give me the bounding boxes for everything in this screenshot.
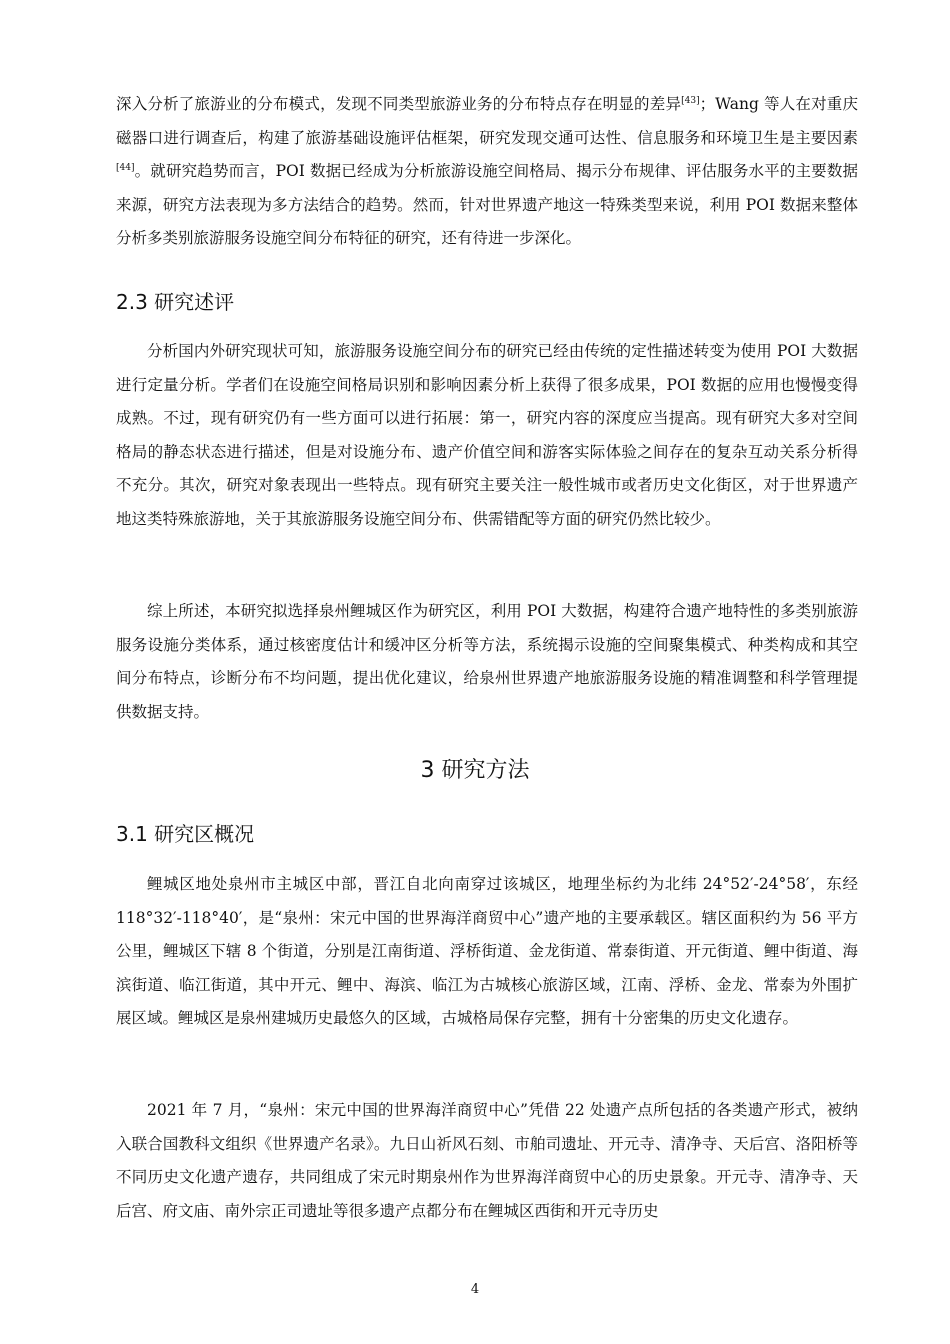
text-run: ；Wang 等人在对重庆磁器口进行调查后，构建了旅游基础设施评估框架，研究发现交通可达性、信息服务和环境卫生是主要因素	[116, 95, 858, 147]
page-number: 4	[470, 1282, 480, 1297]
citation-43[interactable]: [43]	[681, 95, 700, 106]
paragraph-research-review: 分析国内外研究现状可知，旅游服务设施空间分布的研究已经由传统的定性描述转变为使用 POI 大数据进行定量分析。学者们在设施空间格局识别和影响因素分析上获得了很多成果，POI 数据的应用也慢慢变得成熟。不过，现有研究仍有一些方面可以进行拓展：第一，研究内容的深度应当提高。现有研究大多对空间格局的静态状态进行描述，但是对设施分布、遗产价值空间和游客实际体验之间存在的复杂互动关系分析得不充分。其次，研究对象表现出一些特点。现有研究主要关注一般性城市或者历史文化街区，对于世界遗产地这类特殊旅游地，关于其旅游服务设施空间分布、供需错配等方面的研究仍然比较少。	[116, 342, 858, 528]
section-heading-2-3: 2.3 研究述评	[116, 290, 235, 314]
paragraph-tourism-distribution	[116, 88, 858, 256]
text-run: 。就研究趋势而言，POI 数据已经成为分析旅游设施空间格局、揭示分布规律、评估服务水平的主要数据来源，研究方法表现为多方法结合的趋势。然而，针对世界遗产地这一特殊类型来说，利用 POI 数据来整体分析多类别旅游服务设施空间分布特征的研究，还有待进一步深化。	[116, 162, 858, 248]
text-run: 深入分析了旅游业的分布模式，发现不同类型旅游业务的分布特点存在明显的差异	[116, 95, 682, 113]
paragraph-world-heritage: 2021 年 7 月，“泉州：宋元中国的世界海洋商贸中心”凭借 22 处遗产点所包括的各类遗产形式，被纳入联合国教科文组织《世界遗产名录》。九日山祈风石刻、市舶司遗址、开元寺、清净寺、天后宫、洛阳桥等不同历史文化遗产遗存，共同组成了宋元时期泉州作为世界海洋商贸中心的历史景象。开元寺、清净寺、天后宫、府文庙、南外宗正司遗址等很多遗产点都分布在鲤城区西街和开元寺历史	[116, 1101, 858, 1220]
citation-44[interactable]: [44]	[116, 163, 135, 174]
paragraph-study-area: 鲤城区地处泉州市主城区中部，晋江自北向南穿过该城区，地理坐标约为北纬 24°52′-24°58′，东经 118°32′-118°40′，是“泉州：宋元中国的世界海洋商贸中心”遗产地的主要承载区。辖区面积约为 56 平方公里，鲤城区下辖 8 个街道，分别是江南街道、浮桥街道、金龙街道、常泰街道、开元街道、鲤中街道、海滨街道、临江街道，其中开元、鲤中、海滨、临江为古城核心旅游区域，江南、浮桥、金龙、常泰为外围扩展区域。鲤城区是泉州建城历史最悠久的区域，古城格局保存完整，拥有十分密集的历史文化遗存。	[116, 875, 858, 1028]
chapter-heading-3: 3 研究方法	[420, 758, 530, 783]
section-heading-3-1: 3.1 研究区概况	[116, 822, 255, 846]
paragraph-summary: 综上所述，本研究拟选择泉州鲤城区作为研究区，利用 POI 大数据，构建符合遗产地特性的多类别旅游服务设施分类体系，通过核密度估计和缓冲区分析等方法，系统揭示设施的空间聚集模式、种类构成和其空间分布特点，诊断分布不均问题，提出优化建议，给泉州世界遗产地旅游服务设施的精准调整和科学管理提供数据支持。	[116, 602, 858, 721]
